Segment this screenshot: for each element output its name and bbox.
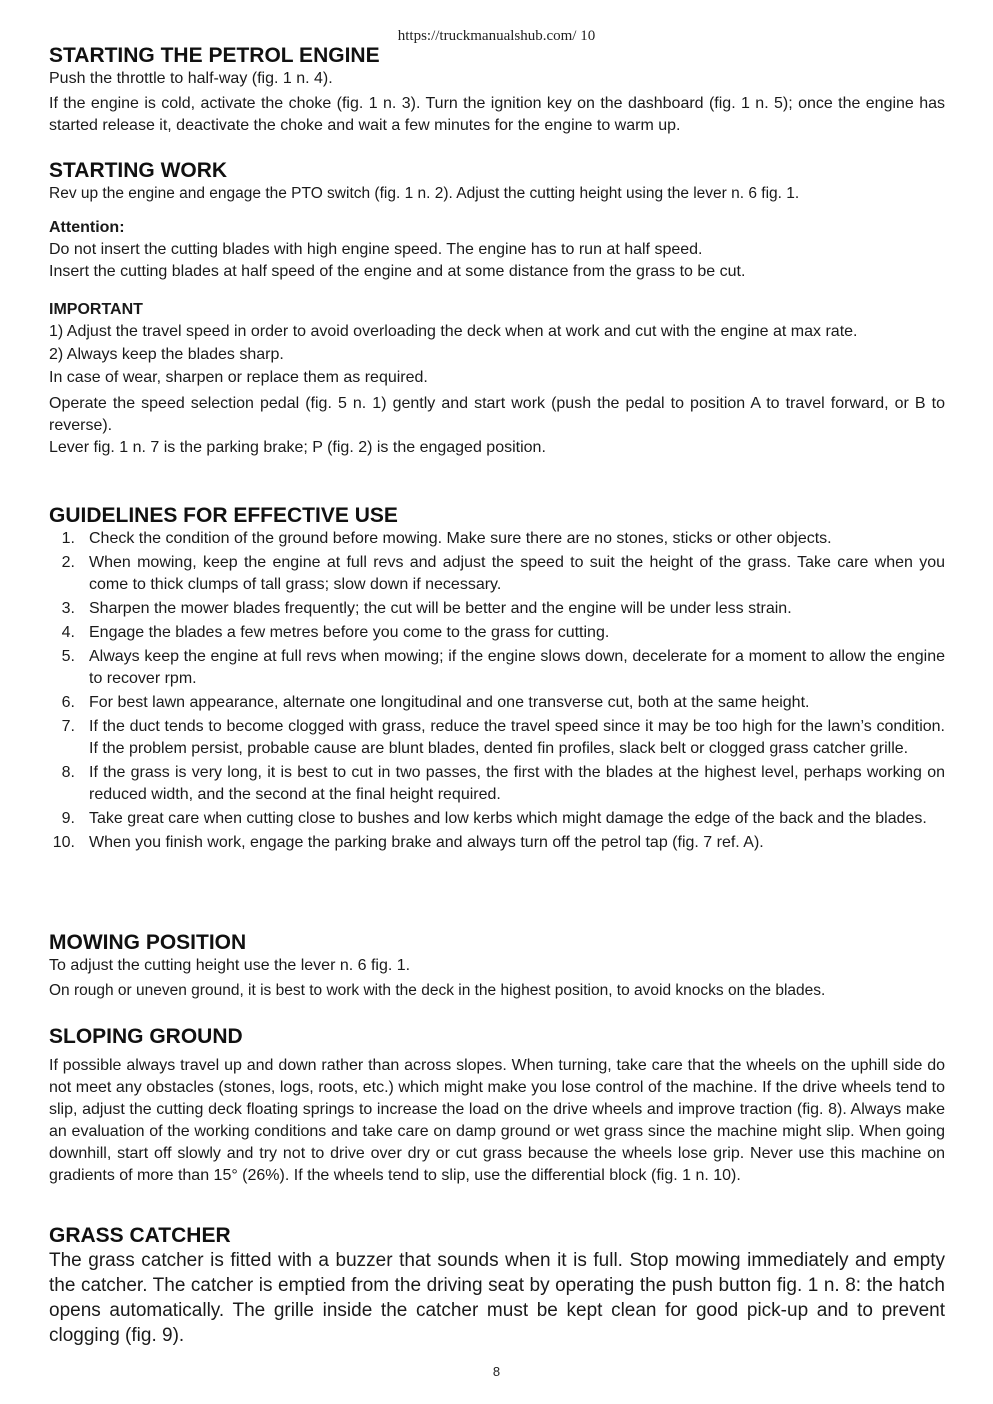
section-title: MOWING POSITION xyxy=(49,931,247,954)
section-starting-engine xyxy=(49,44,945,137)
important-list xyxy=(49,321,945,366)
list-item: 8. If the grass is very long, it is best to cut in two passes, the first with the blades at the highest level, perhaps working on reduced width, and the second at the final height required. xyxy=(61,764,945,803)
section-sloping-ground xyxy=(49,1025,945,1187)
paragraph: Lever fig. 1 n. 7 is the parking brake; P (fig. 2) is the engaged position. xyxy=(49,439,546,456)
section-mowing-position xyxy=(49,931,945,1002)
paragraph: Insert the cutting blades at half speed of the engine and at some distance from the grass to be cut. xyxy=(49,263,746,280)
list-item: 2. When mowing, keep the engine at full revs and adjust the speed to suit the height of the grass. Take care when you come to thick clumps of tall grass; slow down if necessary. xyxy=(61,554,945,593)
section-title: GRASS CATCHER xyxy=(49,1224,231,1247)
paragraph: In case of wear, sharpen or replace them as required. xyxy=(49,369,428,386)
paragraph: Operate the speed selection pedal (fig. 5 n. 1) gently and start work (push the pedal to position A to travel forward, or B to reverse). xyxy=(49,395,945,434)
section-title: STARTING WORK xyxy=(49,159,228,182)
list-item: 2) Always keep the blades sharp. xyxy=(49,346,284,363)
paragraph: To adjust the cutting height use the lever n. 6 fig. 1. xyxy=(49,957,411,974)
list-item: 10. When you finish work, engage the parking brake and always turn off the petrol tap (fig. 7 ref. A). xyxy=(52,834,764,851)
attention-label: Attention: xyxy=(49,219,125,236)
list-item: 3. Sharpen the mower blades frequently; the cut will be better and the engine will be under less strain. xyxy=(61,600,792,617)
section-title: STARTING THE PETROL ENGINE xyxy=(49,44,380,67)
header-url: https://truckmanualshub.com/ 10 xyxy=(397,28,596,44)
list-item: 7. If the duct tends to become clogged with grass, reduce the travel speed since it may be too high for the lawn’s condition. If the problem persist, probable cause are blunt blades, dented fin profiles, slack belt or clogged grass catcher grille. xyxy=(61,718,945,757)
paragraph: Push the throttle to half-way (fig. 1 n. 4). xyxy=(49,70,333,87)
paragraph: On rough or uneven ground, it is best to work with the deck in the highest position, to avoid knocks on the blades. xyxy=(49,982,826,999)
important-label: IMPORTANT xyxy=(49,301,143,318)
paragraph: Do not insert the cutting blades with high engine speed. The engine has to run at half speed. xyxy=(49,241,703,258)
list-item: 1. Check the condition of the ground before mowing. Make sure there are no stones, sticks or other objects. xyxy=(61,530,832,547)
section-title: GUIDELINES FOR EFFECTIVE USE xyxy=(49,504,398,527)
list-item: 1) Adjust the travel speed in order to avoid overloading the deck when at work and cut with the engine at max rate. xyxy=(49,323,858,340)
paragraph: Rev up the engine and engage the PTO switch (fig. 1 n. 2). Adjust the cutting height using the lever n. 6 fig. 1. xyxy=(49,185,800,202)
list-item: 4. Engage the blades a few metres before you come to the grass for cutting. xyxy=(61,624,610,641)
paragraph: If the engine is cold, activate the choke (fig. 1 n. 3). Turn the ignition key on the dashboard (fig. 1 n. 5); once the engine has started release it, deactivate the choke and wait a few minutes for the engine to warm up. xyxy=(49,95,945,134)
section-starting-work xyxy=(49,159,945,459)
guidelines-list xyxy=(49,528,945,854)
paragraph: If possible always travel up and down rather than across slopes. When turning, take care that the wheels on the uphill side do not meet any obstacles (stones, logs, roots, etc.) which might make you lose control of the machine. If the drive wheels tend to slip, adjust the cutting deck floating springs to increase the load on the drive wheels and improve traction (fig. 8). Always make an evaluation of the working conditions and take care on damp ground or wet grass since the machine might slip. When going downhill, start off slowly and try not to drive over dry or cut grass because the wheels lose grip. Never use this machine on gradients of more than 15° (26%). If the wheels tend to slip, use the differential block (fig. 1 n. 10). xyxy=(49,1057,945,1184)
list-item: 6. For best lawn appearance, alternate one longitudinal and one transverse cut, both at the same height. xyxy=(61,694,810,711)
section-guidelines xyxy=(49,504,945,856)
list-item: 5. Always keep the engine at full revs when mowing; if the engine slows down, decelerate for a moment to allow the engine to recover rpm. xyxy=(61,648,945,687)
page-number: 8 xyxy=(492,1364,501,1379)
paragraph: The grass catcher is fitted with a buzzer that sounds when it is full. Stop mowing immediately and empty the catcher. The catcher is emptied from the driving seat by operating the push button fig. 1 n. 8: the hatch opens automatically. The grille inside the catcher must be kept clean for good pick-up and to prevent clogging (fig. 9). xyxy=(49,1250,945,1346)
list-item: 9. Take great care when cutting close to bushes and low kerbs which might damage the edge of the back and the blades. xyxy=(61,810,927,827)
section-title: SLOPING GROUND xyxy=(49,1025,243,1048)
section-grass-catcher xyxy=(49,1224,945,1348)
